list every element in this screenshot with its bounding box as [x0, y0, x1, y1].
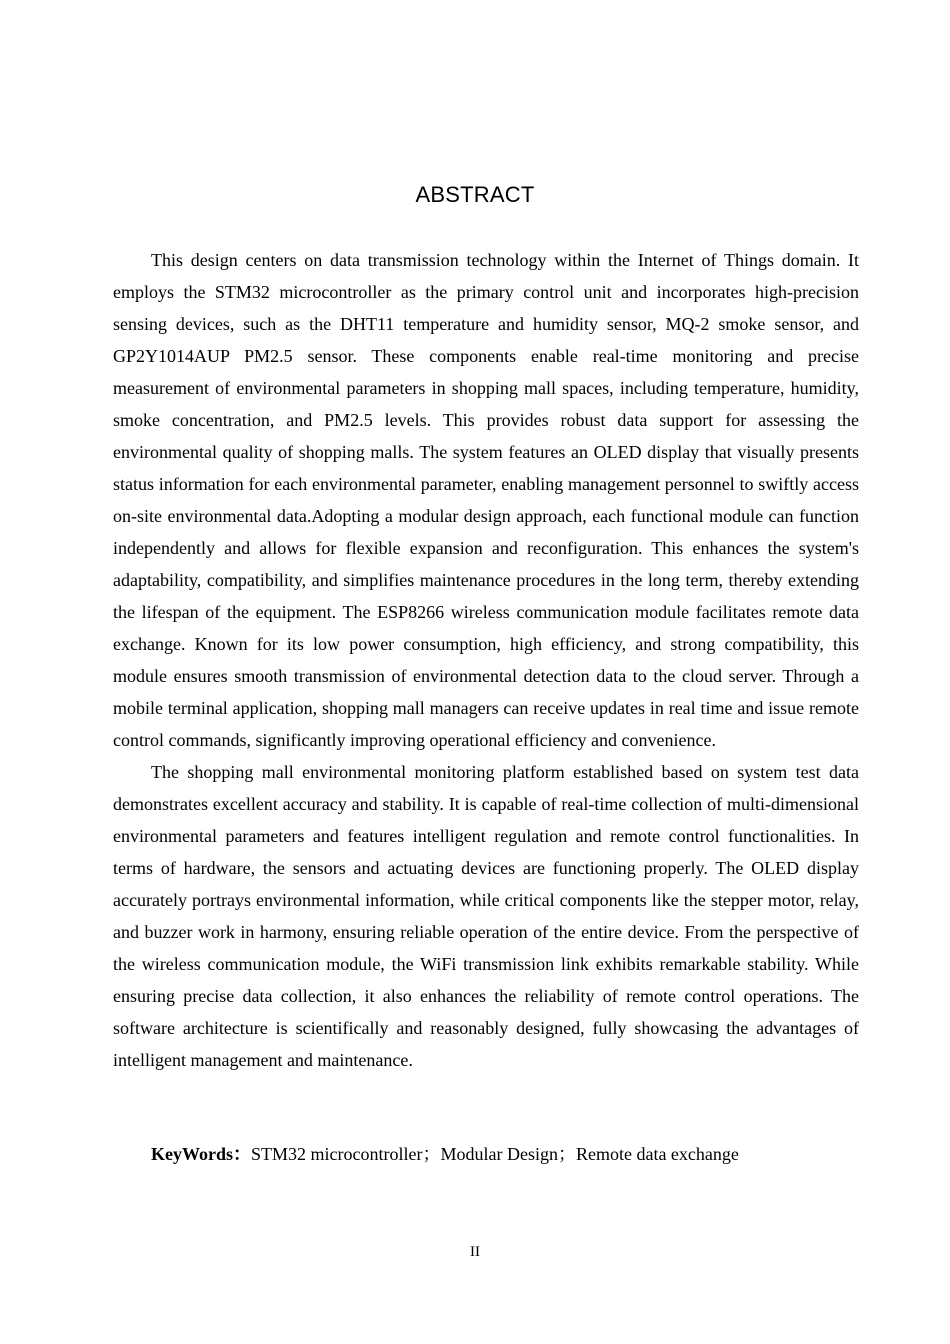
page-number: II — [470, 1244, 480, 1260]
abstract-title: ABSTRACT — [415, 182, 535, 207]
abstract-paragraph-2: The shopping mall environmental monitoring platform established based on system test data demonstrates excellent accuracy and stability. It is capable of real-time collection of multi-dimensional environmental parameters and features intelligent regulation and remote control functionalities. In terms of hardware, the sensors and actuating devices are functioning properly. The OLED display accurately portrays environmental information, while critical components like the stepper motor, relay, and buzzer work in harmony, ensuring reliable operation of the entire device. From the perspective of the wireless communication module, the WiFi transmission link exhibits remarkable stability. While ensuring precise data collection, it also enhances the reliability of remote control operations. The software architecture is scientifically and reasonably designed, fully showcasing the advantages of intelligent management and maintenance. — [113, 762, 859, 1070]
abstract-paragraph-1: This design centers on data transmission technology within the Internet of Things domain. It employs the STM32 microcontroller as the primary control unit and incorporates high-precision sensing devices, such as the DHT11 temperature and humidity sensor, MQ-2 smoke sensor, and GP2Y1014AUP PM2.5 sensor. These components enable real-time monitoring and precise measurement of environmental parameters in shopping mall spaces, including temperature, humidity, smoke concentration, and PM2.5 levels. This provides robust data support for assessing the environmental quality of shopping malls. The system features an OLED display that visually presents status information for each environmental parameter, enabling management personnel to swiftly access on-site environmental data.Adopting a modular design approach, each functional module can function independently and allows for flexible expansion and reconfiguration. This enhances the system's adaptability, compatibility, and simplifies maintenance procedures in the long term, thereby extending the lifespan of the equipment. The ESP8266 wireless communication module facilitates remote data exchange. Known for its low power consumption, high efficiency, and strong compatibility, this module ensures smooth transmission of environmental detection data to the cloud server. Through a mobile terminal application, shopping mall managers can receive updates in real time and issue remote control commands, significantly improving operational efficiency and convenience. — [113, 250, 859, 750]
keywords-text: STM32 microcontroller；Modular Design；Remote data exchange — [251, 1144, 739, 1164]
keywords-label: KeyWords： — [151, 1144, 252, 1164]
keywords-line — [151, 1138, 859, 1170]
abstract-body — [113, 244, 859, 1076]
